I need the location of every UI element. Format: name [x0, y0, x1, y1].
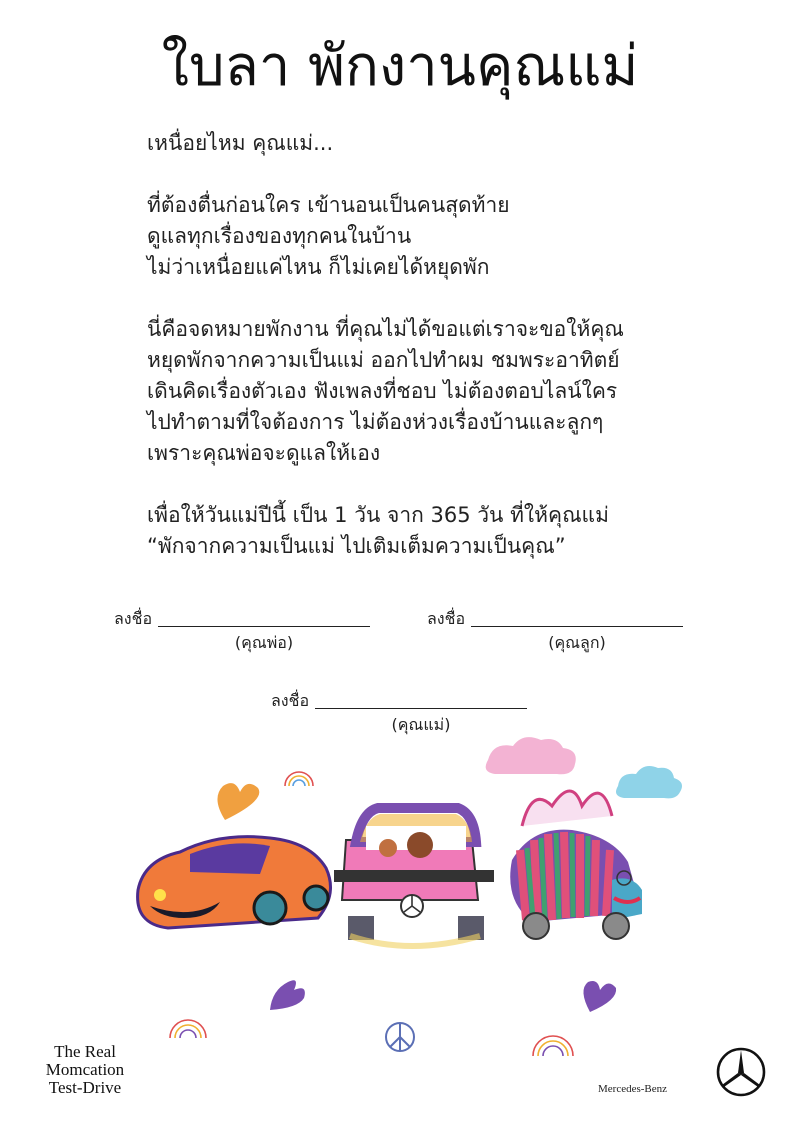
cloud-icon — [616, 766, 682, 798]
signature-role-child: (คุณลูก) — [548, 633, 606, 652]
signature-line[interactable] — [471, 626, 683, 627]
signature-role-father: (คุณพ่อ) — [234, 633, 294, 652]
brand-name: Mercedes-Benz — [598, 1083, 668, 1095]
letter-line: “พักจากความเป็นแม่ ไปเติมเต็มความเป็นคุณ” — [147, 534, 566, 558]
letter-line: เพื่อให้วันแม่ปีนี้ เป็น 1 วัน จาก 365 วัน ที่ให้คุณแม่ — [147, 503, 609, 527]
heart-icon — [270, 980, 305, 1010]
campaign-line: Test-Drive — [48, 1078, 122, 1097]
heart-icon — [217, 783, 259, 820]
letter-body — [147, 128, 767, 593]
cloud-icon — [486, 737, 576, 774]
striped-car-icon — [510, 791, 642, 939]
letter-line: ที่ต้องตื่นก่อนใคร เข้านอนเป็นคนสุดท้าย — [147, 193, 510, 217]
signature-line[interactable] — [158, 626, 370, 627]
letter-line: เหนื่อยไหม คุณแม่... — [147, 131, 334, 155]
signature-label: ลงชื่อ — [271, 691, 310, 710]
letter-line: เพราะคุณพ่อจะดูแลให้เอง — [147, 441, 381, 465]
orange-car-icon — [138, 837, 331, 928]
heart-icon — [583, 981, 616, 1012]
page-title: ใบลา พักงานคุณแม่ — [161, 34, 639, 99]
signature-label: ลงชื่อ — [427, 609, 466, 628]
letter-line: ไม่ว่าเหนื่อยแค่ไหน ก็ไม่เคยได้หยุดพัก — [147, 255, 490, 279]
letter-paragraph-2 — [147, 314, 767, 469]
letter-paragraph-1 — [147, 190, 767, 283]
letter-line: เดินคิดเรื่องตัวเอง ฟังเพลงที่ชอบ ไม่ต้องตอบไลน์ใคร — [147, 379, 618, 403]
letter-line: นี่คือจดหมายพักงาน ที่คุณไม่ได้ขอแต่เราจะขอให้คุณ — [147, 317, 624, 341]
pink-car-icon — [334, 808, 494, 946]
letter-line: ดูแลทุกเรื่องของทุกคนในบ้าน — [147, 224, 412, 248]
children-drawing-cars-icon — [120, 730, 700, 1070]
campaign-line: The Real — [54, 1042, 116, 1061]
campaign-tagline — [30, 1043, 140, 1097]
peace-sign-icon — [386, 1023, 414, 1051]
letter-line: ไปทำตามที่ใจต้องการ ไม่ต้องห่วงเรื่องบ้านและลูกๆ — [147, 410, 604, 434]
rainbow-icon — [533, 1036, 573, 1056]
signature-role-mother: (คุณแม่) — [391, 715, 451, 734]
letter-paragraph-3 — [147, 500, 767, 562]
rainbow-icon — [170, 1020, 206, 1038]
letter-greeting — [147, 128, 767, 159]
signature-label: ลงชื่อ — [114, 609, 153, 628]
signature-line[interactable] — [315, 708, 527, 709]
rainbow-icon — [285, 772, 313, 786]
campaign-line: Momcation — [45, 1060, 125, 1079]
letter-line: หยุดพักจากความเป็นแม่ ออกไปทำผม ชมพระอาทิตย์ — [147, 348, 620, 372]
mercedes-star-icon — [715, 1046, 767, 1098]
